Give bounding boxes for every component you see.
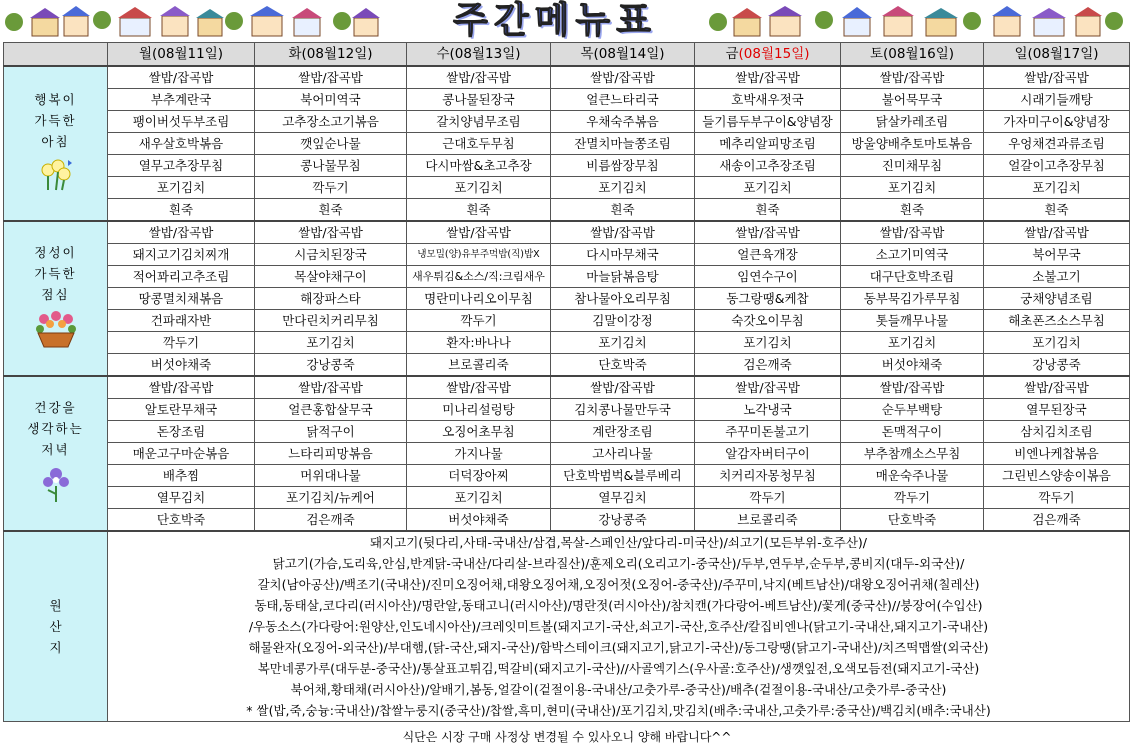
meal-label-line: 생각하는 — [27, 421, 84, 436]
menu-cell: 포기김치 — [984, 177, 1130, 199]
origin-line: 복만네콩가루(대두분-중국산)/통살표고튀김,떡갈비(돼지고기-국산)//사골엑기스(우사골:호주산)/생깻잎전,오색모듬전(돼지고기-국산) — [257, 661, 980, 676]
menu-cell: 건파래자반 — [108, 310, 255, 332]
menu-cell: 브로콜리죽 — [407, 354, 551, 377]
menu-cell: 쌀밥/잡곡밥 — [407, 221, 551, 244]
menu-cell: 순두부백탕 — [841, 399, 984, 421]
menu-cell: 쌀밥/잡곡밥 — [108, 66, 255, 89]
menu-cell: 목살야채구이 — [255, 266, 407, 288]
village-decoration-left — [2, 4, 382, 38]
menu-cell: 포기김치 — [695, 332, 841, 354]
origin-label-2: 산 — [49, 619, 62, 634]
menu-cell: 톳들깨무나물 — [841, 310, 984, 332]
menu-cell: 노각냉국 — [695, 399, 841, 421]
menu-cell: 검은깨죽 — [695, 354, 841, 377]
menu-cell: 포기김치 — [255, 332, 407, 354]
origin-text — [108, 531, 1130, 722]
menu-cell: 흰죽 — [108, 199, 255, 222]
origin-line: 해물완자(오징어-외국산)/부대햄,(닭-국산,돼지-국산)/함박스테이크(돼지고기,닭고기-국산)/동그랑땡(닭고기-국내산)/치즈떡맵쌀(외국산) — [248, 640, 989, 655]
menu-cell: 쌀밥/잡곡밥 — [695, 221, 841, 244]
menu-cell: 깍두기 — [841, 487, 984, 509]
menu-cell: 시래기들깨탕 — [984, 89, 1130, 111]
menu-cell: 깍두기 — [407, 310, 551, 332]
menu-cell: 잔멸치마늘쫑조림 — [551, 133, 695, 155]
origin-line: 갈치(남아공산)/백조기(국내산)/진미오징어채,대왕오징어채,오징어젓(오징어-중국산)/주꾸미,낙지(베트남산)/대왕오징어귀채(칠레산) — [257, 577, 980, 592]
menu-cell: 깍두기 — [108, 332, 255, 354]
menu-cell: 우채숙주볶음 — [551, 111, 695, 133]
menu-cell: 김말이강정 — [551, 310, 695, 332]
menu-cell: 열무김치 — [108, 487, 255, 509]
menu-cell: 숙갓오이무침 — [695, 310, 841, 332]
meal-row — [4, 332, 1130, 354]
menu-cell: 쌀밥/잡곡밥 — [551, 221, 695, 244]
menu-cell: 흰죽 — [407, 199, 551, 222]
origin-line: /우동소스(가다랑어:원양산,인도네시아산)/크레잇미트볼(돼지고기-국산,쇠고기-국산,호주산/칼집비엔나(닭고기-국내산,돼지고기-국내산) — [248, 619, 989, 634]
origin-label-3: 지 — [49, 640, 62, 655]
menu-cell: 포기김치 — [407, 177, 551, 199]
menu-cell: 쌀밥/잡곡밥 — [984, 376, 1130, 399]
menu-cell: 치커리자몽청무침 — [695, 465, 841, 487]
menu-cell: 갈치양념무조림 — [407, 111, 551, 133]
menu-cell: 다시마무채국 — [551, 244, 695, 266]
day-header-mon: 월(08월11일) — [108, 43, 255, 67]
menu-cell: 불어묵무국 — [841, 89, 984, 111]
meal-row — [4, 310, 1130, 332]
menu-cell: 포기김치/뉴케어 — [255, 487, 407, 509]
menu-cell: 검은깨죽 — [984, 509, 1130, 532]
footer-note: 식단은 시장 구매 사정상 변경될 수 있사오니 양해 바랍니다^^ — [402, 730, 732, 744]
menu-cell: 알토란무채국 — [108, 399, 255, 421]
menu-cell: 소고기미역국 — [841, 244, 984, 266]
menu-cell: 강낭콩죽 — [551, 509, 695, 532]
menu-cell: 닭살카레조림 — [841, 111, 984, 133]
meal-body — [4, 66, 1130, 531]
menu-cell: 마늘닭볶음탕 — [551, 266, 695, 288]
weekly-menu-table — [3, 42, 1130, 722]
menu-cell: 열무고추장무침 — [108, 155, 255, 177]
origin-line: 동태,동태살,코다리(러시아산)/명란알,동태고니(러시아산)/명란젓(러시아산)/참치캔(가다랑어-베트남산)/꽃게(중국산)//붕장어(수입산) — [254, 598, 983, 613]
menu-cell: 버섯야채죽 — [407, 509, 551, 532]
menu-cell: 계란장조림 — [551, 421, 695, 443]
menu-cell: 쌀밥/잡곡밥 — [407, 66, 551, 89]
meal-row — [4, 509, 1130, 532]
menu-cell: 검은깨죽 — [255, 509, 407, 532]
menu-cell: 쌀밥/잡곡밥 — [984, 221, 1130, 244]
day-header-sun: 일(08월17일) — [984, 43, 1130, 67]
day-header-sat: 토(08월16일) — [841, 43, 984, 67]
menu-cell: 적어꽈리고추조림 — [108, 266, 255, 288]
origin-line: 닭고기(가슴,도리육,안심,반계닭-국내산/다리살-브라질산)/훈제오리(오리고기-중국산)/두부,연두부,순두부,콩비지(대두-외국산)/ — [272, 556, 965, 571]
meal-label-dinner — [4, 376, 108, 531]
menu-cell: 우엉채견과류조림 — [984, 133, 1130, 155]
menu-cell: 흰죽 — [695, 199, 841, 222]
menu-cell: 김치콩나물만두국 — [551, 399, 695, 421]
origin-row — [4, 531, 1130, 722]
meal-row — [4, 133, 1130, 155]
menu-cell: 흰죽 — [551, 199, 695, 222]
meal-row — [4, 177, 1130, 199]
menu-cell: 쌀밥/잡곡밥 — [841, 66, 984, 89]
menu-cell: 주꾸미돈불고기 — [695, 421, 841, 443]
menu-cell: 쌀밥/잡곡밥 — [551, 66, 695, 89]
menu-cell: 부추참깨소스무침 — [841, 443, 984, 465]
origin-label — [4, 531, 108, 722]
menu-cell: 임연수구이 — [695, 266, 841, 288]
menu-cell: 매운숙주나물 — [841, 465, 984, 487]
menu-cell: 강낭콩죽 — [255, 354, 407, 377]
menu-cell: 단호박죽 — [108, 509, 255, 532]
menu-cell: 쌀밥/잡곡밥 — [108, 221, 255, 244]
menu-cell: 삼치김치조림 — [984, 421, 1130, 443]
menu-cell: 냉모밀(양)유부주먹밥(직)밥X — [407, 244, 551, 266]
menu-cell: 포기김치 — [108, 177, 255, 199]
menu-cell: 다시마쌈&초고추장 — [407, 155, 551, 177]
menu-cell: 포기김치 — [695, 177, 841, 199]
menu-cell: 해장파스타 — [255, 288, 407, 310]
menu-cell: 알감자버터구이 — [695, 443, 841, 465]
flower-icon — [4, 156, 107, 198]
menu-cell: 얼큰홍합살무국 — [255, 399, 407, 421]
meal-row — [4, 421, 1130, 443]
meal-row — [4, 266, 1130, 288]
meal-label-line: 건강을 — [34, 400, 77, 415]
page-title: 주간메뉴표 — [453, 0, 657, 41]
meal-label-line: 가득한 — [34, 113, 77, 128]
menu-cell: 쌀밥/잡곡밥 — [407, 376, 551, 399]
menu-cell: 쌀밥/잡곡밥 — [695, 66, 841, 89]
menu-cell: 새송이고추장조림 — [695, 155, 841, 177]
menu-cell: 가자미구이&양념장 — [984, 111, 1130, 133]
menu-cell: 새우살호박볶음 — [108, 133, 255, 155]
menu-cell: 쌀밥/잡곡밥 — [551, 376, 695, 399]
day-header-tue: 화(08월12일) — [255, 43, 407, 67]
menu-cell: 그린빈스양송이볶음 — [984, 465, 1130, 487]
menu-cell: 땅콩멸치채볶음 — [108, 288, 255, 310]
menu-cell: 쌀밥/잡곡밥 — [255, 376, 407, 399]
violet-flower-icon — [4, 464, 107, 510]
meal-label-line: 저녁 — [41, 442, 70, 457]
menu-cell: 새우튀김&소스/직:크림새우 — [407, 266, 551, 288]
menu-cell: 고사리나물 — [551, 443, 695, 465]
menu-cell: 환자:바나나 — [407, 332, 551, 354]
day-header-fri-name: 금 — [725, 45, 739, 62]
menu-cell: 미나리설렁탕 — [407, 399, 551, 421]
menu-cell: 메추리알피망조림 — [695, 133, 841, 155]
menu-cell: 쌀밥/잡곡밥 — [255, 66, 407, 89]
menu-cell: 동그랑땡&케찹 — [695, 288, 841, 310]
menu-cell: 닭적구이 — [255, 421, 407, 443]
menu-cell: 돈장조림 — [108, 421, 255, 443]
meal-row — [4, 89, 1130, 111]
menu-cell: 호박새우젓국 — [695, 89, 841, 111]
menu-cell: 배추찜 — [108, 465, 255, 487]
meal-row — [4, 111, 1130, 133]
day-header-fri — [695, 43, 841, 67]
menu-cell: 쌀밥/잡곡밥 — [841, 221, 984, 244]
menu-cell: 진미채무침 — [841, 155, 984, 177]
menu-cell: 고추장소고기볶음 — [255, 111, 407, 133]
menu-cell: 강낭콩죽 — [984, 354, 1130, 377]
menu-cell: 흰죽 — [841, 199, 984, 222]
meal-label-line: 행복이 — [34, 92, 77, 107]
menu-cell: 들기름두부구이&양념장 — [695, 111, 841, 133]
meal-row — [4, 288, 1130, 310]
menu-cell: 깍두기 — [255, 177, 407, 199]
meal-row — [4, 376, 1130, 399]
meal-row — [4, 199, 1130, 222]
menu-cell: 시금치된장국 — [255, 244, 407, 266]
menu-cell: 더덕장아찌 — [407, 465, 551, 487]
menu-cell: 머위대나물 — [255, 465, 407, 487]
menu-cell: 단호박죽 — [551, 354, 695, 377]
meal-row — [4, 221, 1130, 244]
menu-cell: 방울양배추토마토볶음 — [841, 133, 984, 155]
menu-cell: 열무김치 — [551, 487, 695, 509]
menu-cell: 궁채양념조림 — [984, 288, 1130, 310]
menu-cell: 쌀밥/잡곡밥 — [695, 376, 841, 399]
menu-cell: 단호박죽 — [841, 509, 984, 532]
menu-cell: 깻잎순나물 — [255, 133, 407, 155]
menu-cell: 얼갈이고추장무침 — [984, 155, 1130, 177]
origin-line: 돼지고기(뒷다리,사태-국내산/삼겹,목살-스페인산/앞다리-미국산)/쇠고기(모든부위-호주산)/ — [369, 535, 868, 550]
meal-label-lunch — [4, 221, 108, 376]
menu-cell: 단호박범벅&블루베리 — [551, 465, 695, 487]
menu-cell: 깍두기 — [984, 487, 1130, 509]
menu-cell: 비엔나케찹볶음 — [984, 443, 1130, 465]
origin-label-1: 원 — [49, 598, 62, 613]
menu-cell: 쌀밥/잡곡밥 — [984, 66, 1130, 89]
menu-cell: 포기김치 — [984, 332, 1130, 354]
menu-cell: 콩나물된장국 — [407, 89, 551, 111]
menu-cell: 돈맥적구이 — [841, 421, 984, 443]
menu-cell: 북어무국 — [984, 244, 1130, 266]
day-header-row — [4, 43, 1130, 67]
meal-row — [4, 465, 1130, 487]
menu-cell: 포기김치 — [551, 177, 695, 199]
holiday-date: (08월15일) — [738, 45, 810, 62]
corner-cell — [4, 43, 108, 67]
meal-label-line: 가득한 — [34, 266, 77, 281]
menu-cell: 동부묵김가루무침 — [841, 288, 984, 310]
menu-cell: 가지나물 — [407, 443, 551, 465]
menu-cell: 포기김치 — [407, 487, 551, 509]
menu-cell: 오징어초무침 — [407, 421, 551, 443]
menu-cell: 얼큰느타리국 — [551, 89, 695, 111]
menu-cell: 팽이버섯두부조림 — [108, 111, 255, 133]
meal-label-line: 점심 — [41, 287, 70, 302]
menu-cell: 포기김치 — [841, 332, 984, 354]
menu-cell: 해초폰즈소스무침 — [984, 310, 1130, 332]
menu-cell: 쌀밥/잡곡밥 — [255, 221, 407, 244]
menu-cell: 매운고구마순볶음 — [108, 443, 255, 465]
village-decoration-right — [704, 4, 1130, 38]
origin-line: * 쌀(밥,죽,숭늉:국내산)/찹쌀누룽지(중국산)/찹쌀,흑미,현미(국내산)/포기김치,맛김치(배추:국내산,고춧가루:중국산)/백김치(배추:국내산) — [246, 703, 991, 718]
menu-cell: 느타리피망볶음 — [255, 443, 407, 465]
meal-label-breakfast — [4, 66, 108, 221]
menu-cell: 깍두기 — [695, 487, 841, 509]
menu-cell: 쌀밥/잡곡밥 — [108, 376, 255, 399]
day-header-wed: 수(08월13일) — [407, 43, 551, 67]
meal-row — [4, 155, 1130, 177]
origin-line: 북어채,황태채(러시아산)/알배기,봄동,얼갈이(겉절이용-국내산/고춧가루-중국산)/배추(겉절이용-국내산/고춧가루-중국산) — [290, 682, 947, 697]
menu-cell: 북어미역국 — [255, 89, 407, 111]
menu-cell: 쌀밥/잡곡밥 — [841, 376, 984, 399]
menu-cell: 얼큰육개장 — [695, 244, 841, 266]
menu-cell: 비름쌈장무침 — [551, 155, 695, 177]
menu-cell: 부추계란국 — [108, 89, 255, 111]
meal-row — [4, 354, 1130, 377]
meal-row — [4, 66, 1130, 89]
flower-pot-icon — [4, 309, 107, 355]
meal-label-line: 아침 — [41, 134, 70, 149]
menu-cell: 명란미나리오이무침 — [407, 288, 551, 310]
menu-cell: 버섯야채죽 — [108, 354, 255, 377]
menu-cell: 만다린치커리무침 — [255, 310, 407, 332]
menu-cell: 돼지고기김치찌개 — [108, 244, 255, 266]
menu-cell: 대구단호박조림 — [841, 266, 984, 288]
menu-cell: 흰죽 — [255, 199, 407, 222]
day-header-thu: 목(08월14일) — [551, 43, 695, 67]
meal-row — [4, 443, 1130, 465]
menu-cell: 참나물아오리무침 — [551, 288, 695, 310]
menu-cell: 버섯야채죽 — [841, 354, 984, 377]
meal-label-line: 정성이 — [34, 245, 77, 260]
menu-cell: 브로콜리죽 — [695, 509, 841, 532]
menu-cell: 포기김치 — [841, 177, 984, 199]
meal-row — [4, 244, 1130, 266]
menu-cell: 근대호두무침 — [407, 133, 551, 155]
page-header — [0, 0, 1134, 42]
menu-cell: 열무된장국 — [984, 399, 1130, 421]
menu-cell: 포기김치 — [551, 332, 695, 354]
menu-cell: 흰죽 — [984, 199, 1130, 222]
menu-cell: 소불고기 — [984, 266, 1130, 288]
meal-row — [4, 487, 1130, 509]
meal-row — [4, 399, 1130, 421]
menu-cell: 콩나물무침 — [255, 155, 407, 177]
